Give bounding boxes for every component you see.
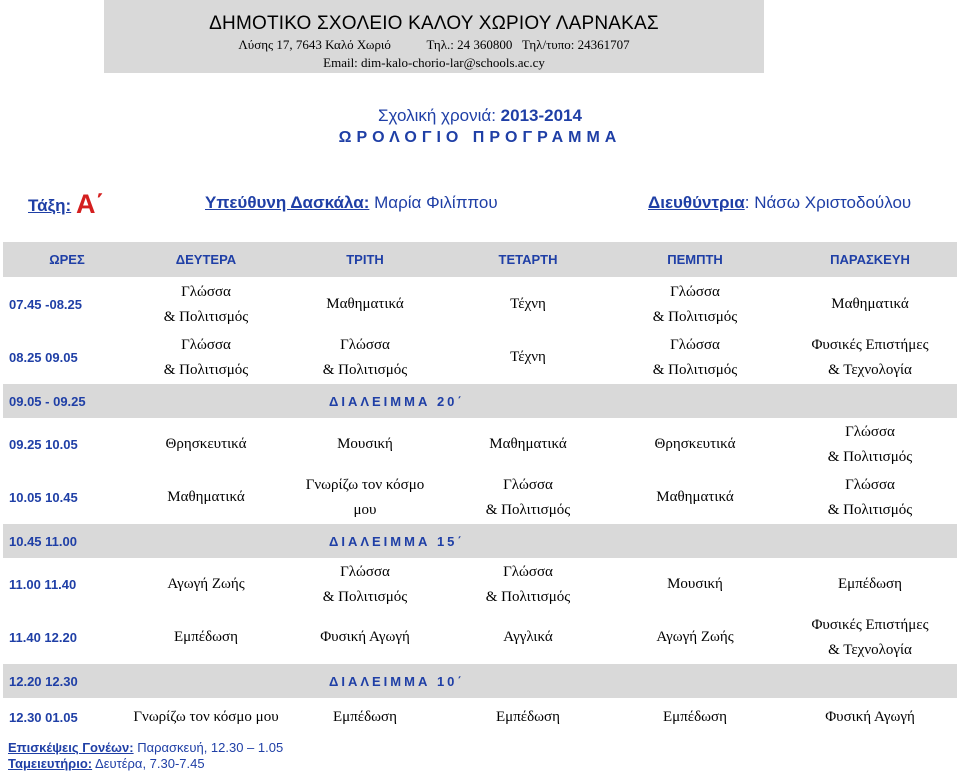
- principal-info: Διευθύντρια: Νάσω Χριστοδούλου: [648, 193, 912, 212]
- lesson-cell: Εμπέδωση: [333, 708, 397, 725]
- lesson-cell: Θρησκευτικά: [654, 436, 736, 452]
- lesson-cell: Γλώσσα & Πολιτισμός: [652, 336, 738, 378]
- treasurer-label: Ταμειευτήριο:: [8, 756, 93, 771]
- lesson-cell: Γλώσσα & Πολιτισμός: [163, 283, 249, 325]
- footer-info: [8, 740, 283, 772]
- lesson-cell: Γλώσσα & Πολιτισμός: [485, 563, 571, 605]
- school-year-value: 2013-2014: [500, 106, 582, 125]
- lesson-cell: Τέχνη: [510, 296, 546, 312]
- teacher-info: [205, 193, 498, 223]
- lesson-cell: Γλώσσα & Πολιτισμός: [163, 336, 249, 378]
- teacher-value: Μαρία Φιλίππου: [374, 193, 498, 212]
- period-time: 08.25 09.05: [9, 350, 78, 365]
- class-label: Τάξη:: [28, 196, 72, 215]
- teacher-label: Υπεύθυνη Δασκάλα:: [205, 193, 370, 212]
- period-time: 07.45 -08.25: [9, 297, 83, 312]
- treasurer: [8, 756, 283, 772]
- school-address: Λύσης 17, 7643 Καλό Χωριό: [238, 37, 391, 52]
- lesson-cell: Γλώσσα & Πολιτισμός: [827, 476, 913, 518]
- lesson-cell: Αγωγή Ζωής: [167, 576, 245, 592]
- lesson-cell: Γλώσσα & Πολιτισμός: [652, 283, 738, 325]
- lesson-cell: Φυσική Αγωγή: [825, 708, 915, 725]
- lesson-cell: Αγγλικά: [503, 629, 553, 645]
- lesson-cell: Φυσική Αγωγή: [320, 629, 410, 645]
- schedule-header-row: [3, 242, 957, 278]
- lesson-cell: Εμπέδωση: [838, 576, 902, 592]
- school-header: [104, 0, 764, 73]
- page-title: ΩΡΟΛΟΓΙΟ ΠΡΟΓΡΑΜΜΑ: [338, 129, 622, 146]
- period-time: 12.30 01.05: [9, 709, 78, 725]
- school-email: Email: dim-kalo-chorio-lar@schools.ac.cy: [323, 55, 545, 70]
- school-fax: Τηλ/τυπο: 24361707: [521, 37, 630, 52]
- parent-visits-value: Παρασκευή, 12.30 – 1.05: [137, 740, 284, 755]
- lesson-cell: Γλώσσα & Πολιτισμός: [322, 336, 408, 378]
- table-row: [3, 278, 957, 332]
- lesson-cell: Γλώσσα & Πολιτισμός: [322, 563, 408, 605]
- class-info: [28, 187, 104, 217]
- lesson-cell: Αγωγή Ζωής: [656, 629, 734, 645]
- lesson-cell: Μαθηματικά: [656, 489, 734, 505]
- break-label: ΔΙΑΛΕΙΜΜΑ 20΄: [131, 384, 957, 418]
- break-label: ΔΙΑΛΕΙΜΜΑ 15΄: [131, 524, 957, 558]
- principal-value: Νάσω Χριστοδούλου: [754, 193, 912, 212]
- table-row: [3, 418, 957, 471]
- lesson-cell: Μαθηματικά: [326, 296, 404, 312]
- lesson-cell: Γνωρίζω τον κόσμο μου: [305, 476, 425, 518]
- lesson-cell: Εμπέδωση: [174, 629, 238, 645]
- break-time: 10.45 11.00: [3, 524, 131, 558]
- break-label: ΔΙΑΛΕΙΜΜΑ 10΄: [131, 664, 957, 698]
- lesson-cell: Θρησκευτικά: [165, 436, 247, 452]
- lesson-cell: Γλώσσα & Πολιτισμός: [827, 423, 913, 465]
- schedule-table: [3, 242, 957, 736]
- lesson-cell: Μαθηματικά: [489, 436, 567, 452]
- period-time: 09.25 10.05: [9, 437, 78, 452]
- school-year-label: Σχολική χρονιά:: [378, 106, 496, 125]
- lesson-cell: Μαθηματικά: [167, 489, 245, 505]
- lesson-cell: Εμπέδωση: [663, 708, 727, 725]
- lesson-cell: Εμπέδωση: [496, 708, 560, 725]
- header-tuesday: ΤΡΙΤΗ: [281, 242, 449, 278]
- lesson-cell: Φυσικές Επιστήμες & Τεχνολογία: [811, 336, 929, 378]
- parent-visits-label: Επισκέψεις Γονέων:: [8, 740, 134, 755]
- school-name: ΔΗΜΟΤΙΚΟ ΣΧΟΛΕΙΟ ΚΑΛΟΥ ΧΩΡΙΟΥ ΛΑΡΝΑΚΑΣ: [209, 13, 659, 34]
- school-year: [0, 106, 960, 126]
- lesson-cell: Μαθηματικά: [831, 296, 909, 312]
- lesson-cell: Γλώσσα & Πολιτισμός: [485, 476, 571, 518]
- break-time: 12.20 12.30: [3, 664, 131, 698]
- header-monday: ΔΕΥΤΕΡΑ: [131, 242, 281, 278]
- header-wednesday: ΤΕΤΑΡΤΗ: [449, 242, 607, 278]
- header-friday: ΠΑΡΑΣΚΕΥΗ: [783, 242, 957, 278]
- treasurer-value: Δευτέρα, 7.30-7.45: [95, 756, 205, 771]
- lesson-cell: Μουσική: [667, 576, 723, 592]
- break-row: [3, 384, 957, 418]
- break-time: 09.05 - 09.25: [3, 384, 131, 418]
- principal-label: Διευθύντρια: [648, 193, 745, 212]
- parent-visits: [8, 740, 283, 756]
- lesson-cell: Γνωρίζω τον κόσμο μου: [133, 708, 279, 725]
- break-row: [3, 664, 957, 698]
- lesson-cell: Τέχνη: [510, 349, 546, 365]
- table-row: [3, 611, 957, 664]
- table-row: [3, 558, 957, 611]
- table-row: [3, 698, 957, 736]
- school-phone: Τηλ.: 24 360800: [426, 37, 513, 52]
- class-value: Α΄: [75, 189, 105, 219]
- break-row: [3, 524, 957, 558]
- period-time: 11.40 12.20: [9, 630, 77, 645]
- table-row: [3, 471, 957, 524]
- table-row: [3, 331, 957, 384]
- period-time: 11.00 11.40: [9, 577, 77, 592]
- lesson-cell: Φυσικές Επιστήμες & Τεχνολογία: [811, 616, 929, 658]
- period-time: 10.05 10.45: [9, 490, 78, 505]
- header-thursday: ΠΕΜΠΤΗ: [607, 242, 783, 278]
- school-contact: [104, 37, 764, 52]
- lesson-cell: Μουσική: [337, 436, 393, 452]
- header-hours: ΩΡΕΣ: [3, 242, 131, 278]
